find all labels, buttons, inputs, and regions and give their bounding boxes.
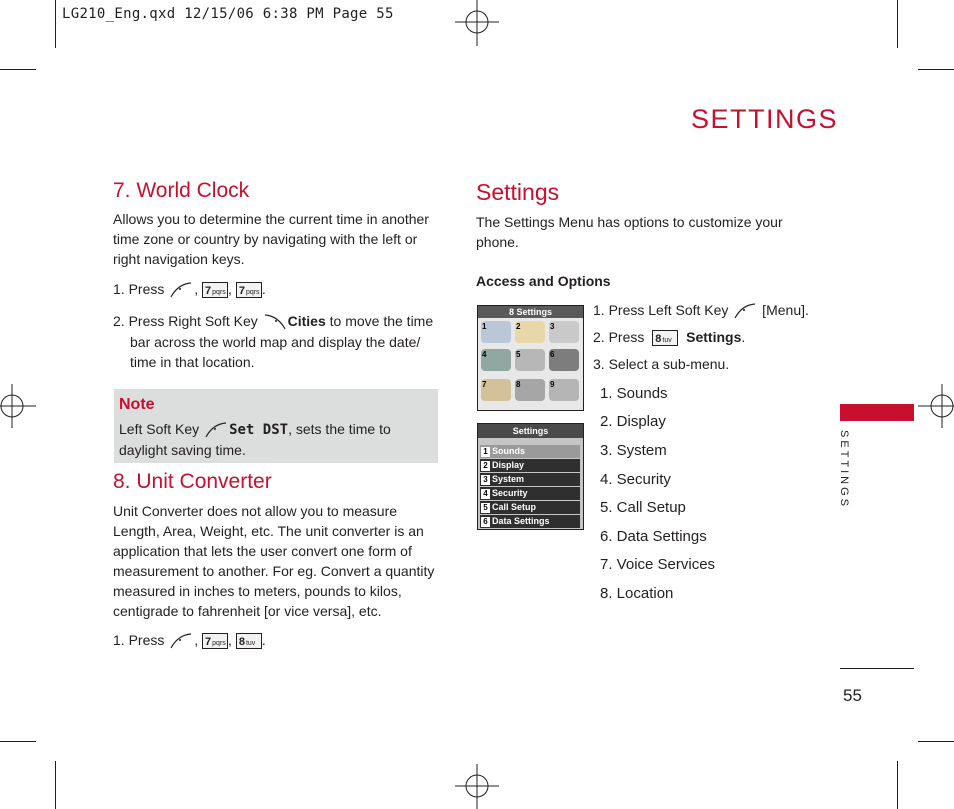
settings-list-screenshot [477,423,584,530]
print-header: LG210_Eng.qxd 12/15/06 6:38 PM Page 55 [62,6,394,22]
unit-converter-description: Unit Converter does not allow you to measure Length, Area, Weight, etc. The unit converter is an application that lets the user convert one form of measurement to another. For eg. Convert a quantity measured in inches to meters, pounds to kilos, centigrade to fahrenheit [or vice versa], etc. [113,503,435,619]
list-item: 5 Call Setup [480,501,580,514]
list-item: 2 Display [480,459,580,472]
section-tab-label: SETTINGS [838,430,850,510]
left-soft-key-icon [732,301,758,321]
key-7-icon: 7pqrs [236,282,262,298]
left-soft-key-icon [168,631,194,651]
key-7-icon: 7pqrs [202,282,228,298]
registration-mark-top [455,0,499,46]
key-8-icon: 8tuv [236,633,262,649]
section-tab-bar [840,404,914,421]
key-8-icon: 8tuv [652,330,678,346]
unit-converter-heading: 8. Unit Converter [113,470,272,493]
registration-mark-bottom [455,764,499,809]
world-clock-description: Allows you to determine the current time in another time zone or country by navigating with the left or right navigation keys. [113,211,429,267]
page-number: 55 [843,686,862,705]
menu-item-call-setup: 5. Call Setup [600,499,686,516]
settings-grid-screenshot: 8 Settings 1 2 3 4 5 6 7 8 9 [477,305,584,411]
key-7-icon: 7pqrs [202,633,228,649]
page-title: SETTINGS [690,104,838,134]
registration-mark-left [0,384,36,428]
note-box [114,389,438,463]
menu-item-data-settings: 6. Data Settings [600,528,707,545]
note-text: Left Soft Key Set DST, sets the time to daylight saving time. [119,421,391,459]
left-soft-key-icon [168,280,194,300]
settings-step-3: 3. Select a sub-menu. [593,356,730,372]
menu-item-location: 8. Location [600,585,674,602]
settings-description: The Settings Menu has options to customize your phone. [476,214,783,250]
settings-heading: Settings [476,179,560,205]
list-item: 1 Sounds [480,445,580,458]
menu-item-sounds: 1. Sounds [600,385,668,402]
list-item: 6 Data Settings [480,515,580,528]
page-number-rule [840,668,914,669]
menu-item-system: 3. System [600,442,667,459]
screen-title: Settings [478,424,583,438]
menu-item-security: 4. Security [600,471,671,488]
settings-step-1: 1. Press Left Soft Key [Menu]. [593,300,809,321]
menu-item-voice-services: 7. Voice Services [600,556,716,573]
access-options-subheading: Access and Options [476,273,611,289]
screen-title: 8 Settings [478,306,583,318]
world-clock-step-1: 1. Press , 7pqrs , 7pqrs . [113,279,266,300]
settings-step-2: 2. Press 8tuv Settings. [593,329,746,346]
menu-item-display: 2. Display [600,413,666,430]
list-item: 3 System [480,473,580,486]
registration-mark-right [918,384,954,428]
note-title: Note [119,396,155,413]
world-clock-step-2: 2. Press Right Soft Key Cities to move the time bar across the world map and display the date/ time in that location. [113,313,434,371]
world-clock-heading: 7. World Clock [113,179,250,202]
unit-converter-step-1: 1. Press , 7pqrs , 8tuv . [113,630,266,651]
list-item: 4 Security [480,487,580,500]
left-soft-key-icon [203,420,229,440]
right-soft-key-icon [262,312,288,332]
